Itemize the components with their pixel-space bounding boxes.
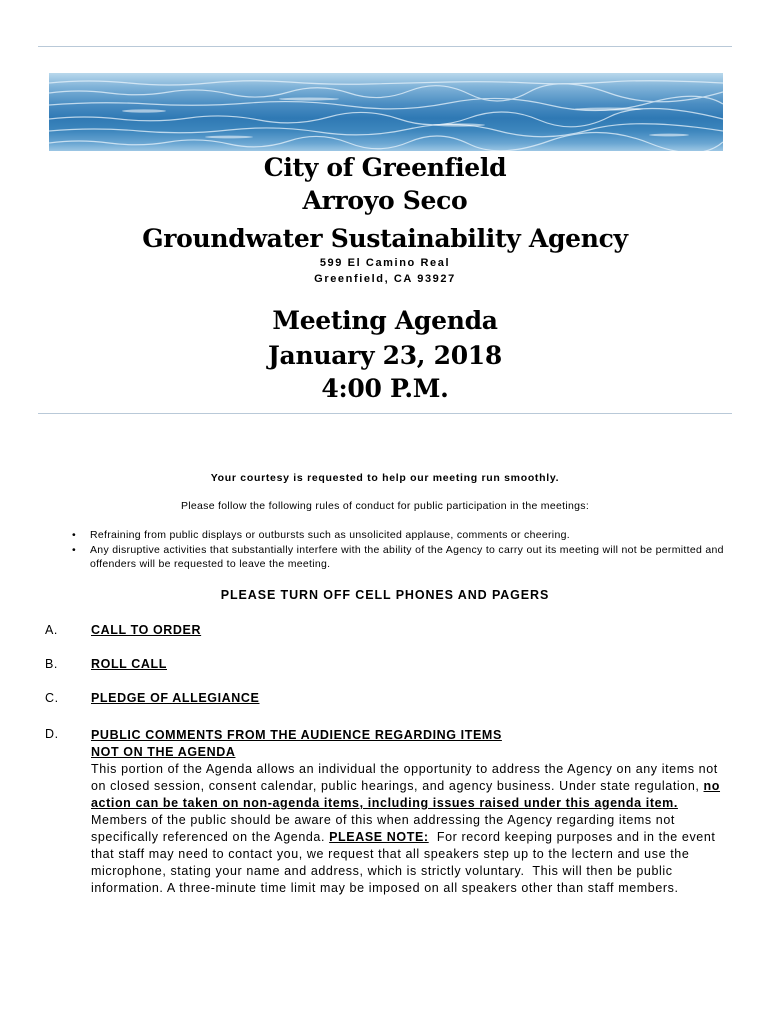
org-name-line1: City of Greenfield [263, 153, 507, 182]
agenda-item-title: ROLL CALL [91, 657, 167, 671]
header-divider [38, 413, 732, 414]
meeting-title: Meeting Agenda [272, 306, 498, 335]
bullet-icon: • [72, 529, 76, 541]
meeting-time: 4:00 P.M. [321, 374, 449, 403]
address-line2: Greenfield, CA 93927 [314, 273, 456, 285]
conduct-rule-text: Any disruptive activities that substantially interfere with the ability of the Agency to carry out its meeting will not be permitted and offenders will be requested to leave the meeting. [90, 543, 724, 570]
agenda-item-letter: C. [45, 691, 59, 705]
agenda-item-letter: B. [45, 657, 59, 671]
top-rule [38, 46, 732, 47]
conduct-rule [72, 528, 732, 543]
description-text: For record keeping purposes and in the event that staff may need to contact you, we request that all speakers step up to the lectern and use the microphone, stating your name and address, which is strictly voluntary. This will then be public information. A three-minute time limit may be imposed on all speakers other than staff members. [91, 830, 720, 895]
agenda-item-title: PLEDGE OF ALLEGIANCE [91, 691, 260, 705]
phones-notice: PLEASE TURN OFF CELL PHONES AND PAGERS [220, 588, 550, 602]
agenda-item-d-title-line1: PUBLIC COMMENTS FROM THE AUDIENCE REGARDING ITEMS [91, 728, 502, 742]
conduct-rule [72, 543, 732, 572]
bullet-icon: • [72, 543, 76, 556]
no-action-emphasis: no action can be taken on non-agenda items, including issues raised under this agenda item. [91, 779, 721, 810]
agenda-item-title: CALL TO ORDER [91, 623, 202, 637]
org-name-line2: Arroyo Seco [302, 186, 468, 215]
agenda-item-letter: A. [45, 623, 59, 637]
meeting-date: January 23, 2018 [268, 341, 502, 370]
agenda-item-letter: D. [45, 727, 59, 741]
org-name-line3: Groundwater Sustainability Agency [142, 224, 628, 253]
agenda-item-d-title-line2: NOT ON THE AGENDA [91, 745, 236, 759]
description-text: This portion of the Agenda allows an individual the opportunity to address the Agency on any items not on closed session, consent calendar, public hearings, and agency business. Under state regulation, [91, 762, 718, 793]
conduct-rules-list [72, 528, 732, 572]
conduct-intro: Please follow the following rules of conduct for public participation in the meetings: [180, 500, 590, 512]
conduct-rule-text: Refraining from public displays or outbursts such as unsolicited applause, comments or cheering. [90, 529, 570, 541]
water-banner-image [49, 73, 723, 151]
agenda-item-d [91, 727, 731, 897]
courtesy-note: Your courtesy is requested to help our meeting run smoothly. [210, 472, 560, 484]
address-line1: 599 El Camino Real [319, 257, 451, 269]
please-note-label: PLEASE NOTE: [329, 830, 429, 844]
agenda-item-d-description [91, 761, 731, 897]
description-text: Members of the public should be aware of this when addressing the Agency regarding items not specifically referenced on the Agenda. [91, 813, 675, 844]
